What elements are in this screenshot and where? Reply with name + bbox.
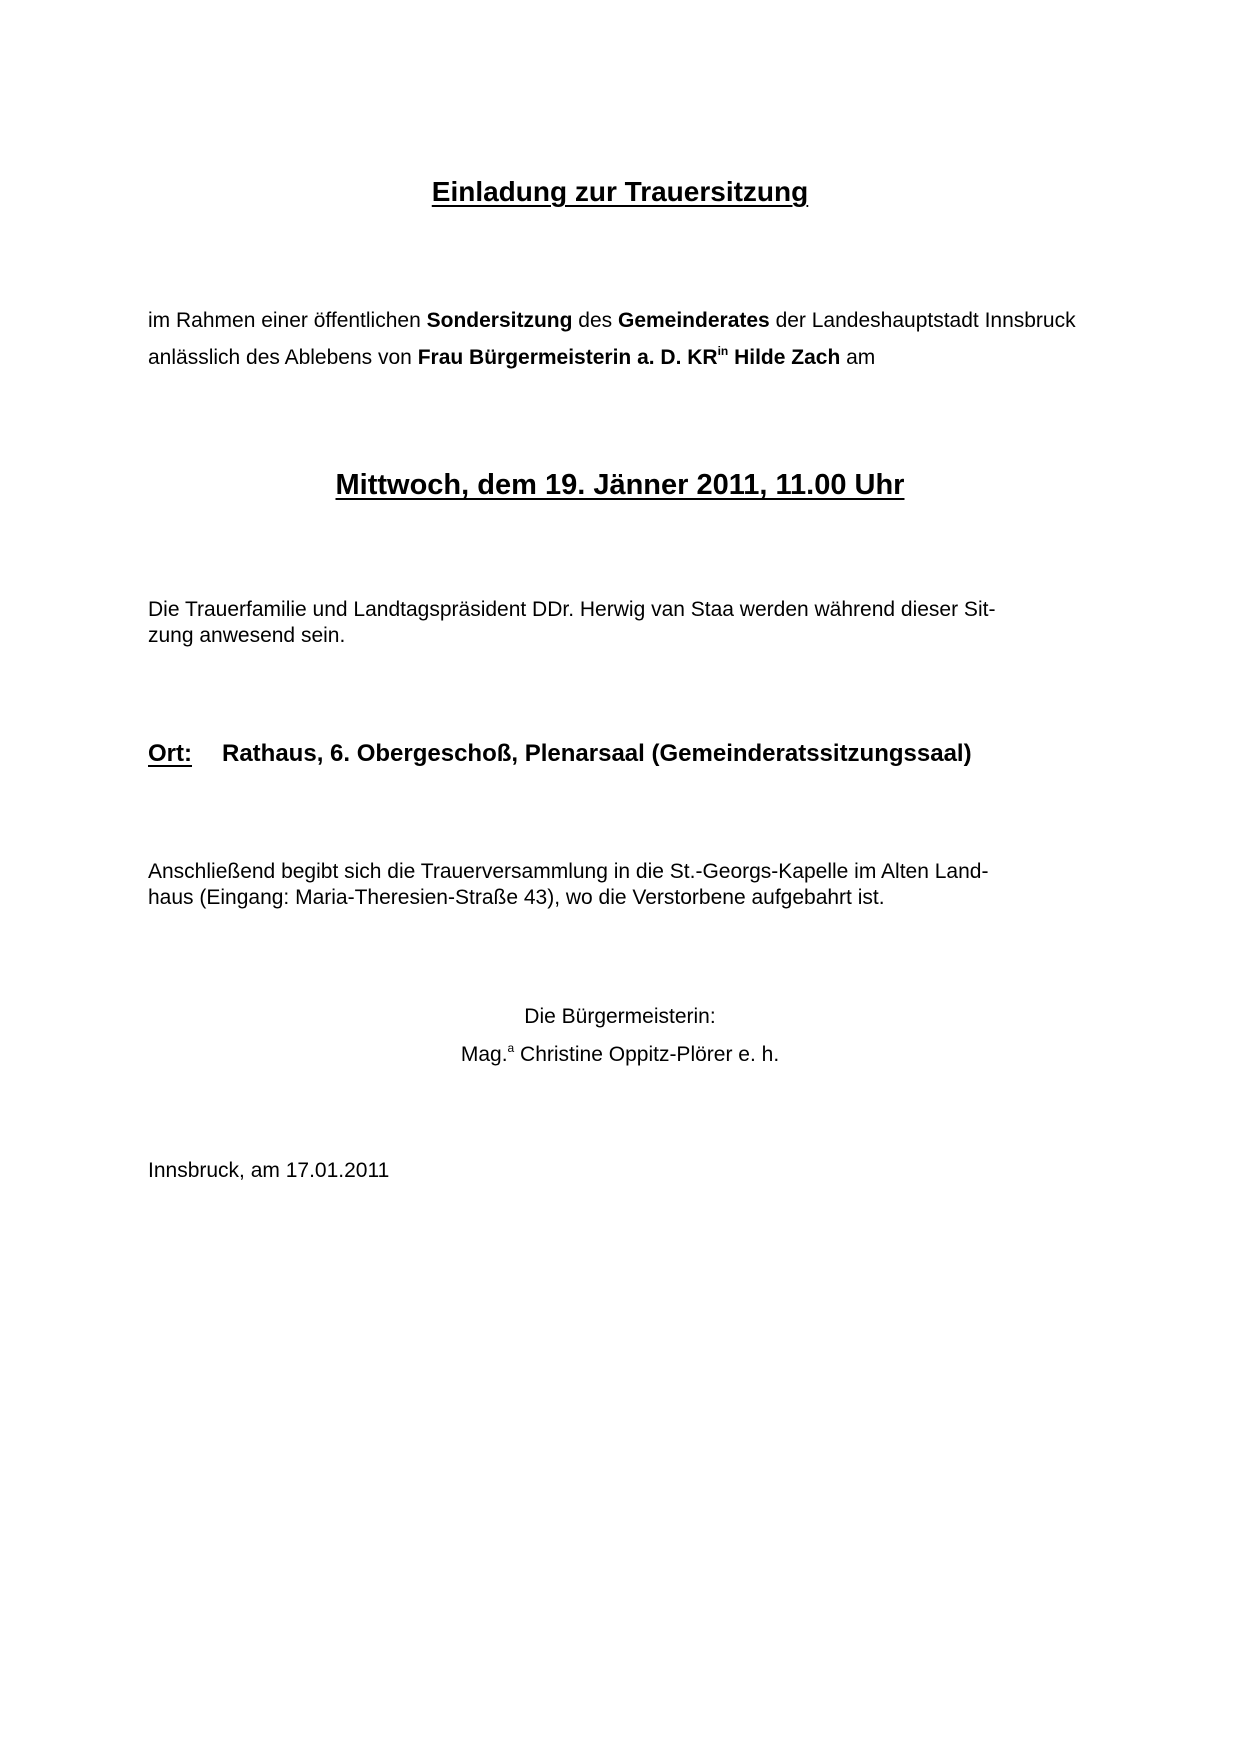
- intro-bold-sondersitzung: Sondersitzung: [426, 309, 573, 332]
- after-line-1: Anschließend begibt sich die Trauerversammlung in die St.-Georgs-Kapelle im Alten Land-: [148, 860, 989, 883]
- family-line-1: Die Trauerfamilie und Landtagspräsident DDr. Herwig van Staa werden während dieser Sit-: [148, 598, 996, 621]
- family-paragraph: [148, 597, 1108, 649]
- intro-superscript: in: [717, 344, 729, 358]
- intro-paragraph: [148, 302, 1108, 376]
- signature-role: Die Bürgermeisterin:: [524, 1005, 716, 1028]
- location-value: Rathaus, 6. Obergeschoß, Plenarsaal (Gemeinderatssitzungssaal): [222, 740, 972, 767]
- date-heading: Mittwoch, dem 19. Jänner 2011, 11.00 Uhr: [335, 469, 905, 501]
- document-title: Einladung zur Trauersitzung: [431, 176, 809, 207]
- intro-text-4: am: [840, 346, 876, 369]
- signature-block: [0, 998, 1240, 1074]
- intro-text-3: der Landeshauptstadt Innsbruck anlässlich des Ablebens von: [148, 309, 1076, 369]
- location-label: Ort:: [148, 740, 192, 767]
- signature-name-prefix: Mag.: [460, 1043, 508, 1066]
- after-line-2: haus (Eingang: Maria-Theresien-Straße 43), wo die Verstorbene aufgebahrt ist.: [148, 886, 885, 909]
- intro-text-2: des: [572, 309, 618, 332]
- intro-bold-title: Frau Bürgermeisterin a. D. KR: [417, 346, 718, 369]
- signature-name-line: [0, 1036, 1240, 1074]
- intro-text-1: im Rahmen einer öffentlichen: [148, 309, 427, 332]
- after-paragraph: [148, 859, 1108, 911]
- signature-name: Christine Oppitz-Plörer e. h.: [514, 1043, 780, 1066]
- intro-bold-gemeinderates: Gemeinderates: [617, 309, 770, 332]
- place-date: Innsbruck, am 17.01.2011: [148, 1159, 390, 1182]
- intro-bold-name: Hilde Zach: [728, 346, 841, 369]
- family-line-2: zung anwesend sein.: [148, 624, 346, 647]
- signature-superscript: a: [507, 1041, 515, 1055]
- location-line: [148, 740, 972, 768]
